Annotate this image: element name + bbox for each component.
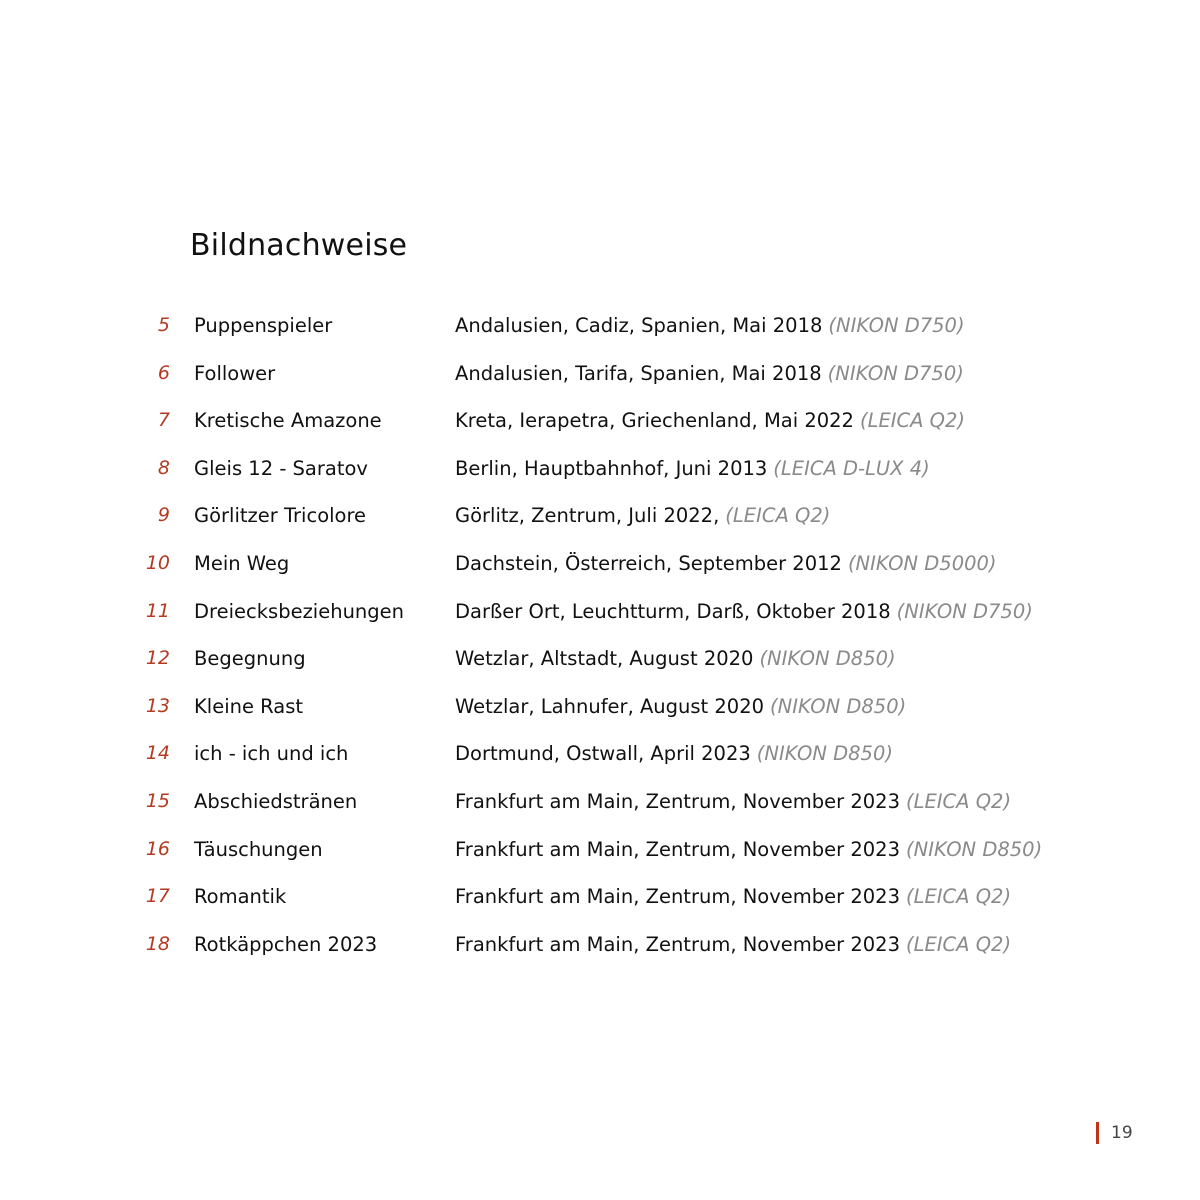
list-item [0, 921, 1200, 969]
list-item [0, 302, 1200, 350]
list-item [0, 397, 1200, 445]
credit-info [455, 730, 893, 778]
list-item [0, 873, 1200, 921]
credits-list [0, 302, 1200, 968]
credit-info [455, 921, 1011, 969]
credit-title: Romantik [194, 885, 287, 909]
credit-location-date: Wetzlar, Lahnufer, August 2020 [455, 694, 765, 718]
credit-title: Mein Weg [194, 551, 290, 575]
credit-location-date: Frankfurt am Main, Zentrum, November 2023 [455, 932, 900, 956]
credit-location-date: Andalusien, Cadiz, Spanien, Mai 2018 [455, 314, 823, 337]
credit-page-number: 15 [145, 789, 170, 812]
credit-page-number: 13 [145, 694, 170, 717]
credit-page-number: 14 [145, 742, 170, 765]
credit-page-number: 9 [157, 504, 170, 527]
list-item [0, 350, 1200, 398]
credit-title: Abschiedstränen [194, 789, 358, 813]
credit-camera: (LEICA Q2) [906, 789, 1012, 813]
credit-location-date: Andalusien, Tarifa, Spanien, Mai 2018 [455, 361, 822, 385]
list-item [0, 540, 1200, 588]
credit-camera: (NIKON D5000) [847, 551, 997, 575]
credit-info [455, 445, 930, 493]
list-item [0, 683, 1200, 731]
credit-info [455, 588, 1033, 636]
credit-title: ich - ich und ich [194, 742, 349, 766]
credit-camera: (LEICA D-LUX 4) [773, 456, 930, 480]
credit-info [455, 350, 964, 398]
list-item [0, 826, 1200, 874]
credit-location-date: Frankfurt am Main, Zentrum, November 2023 [455, 885, 900, 909]
credit-title: Görlitzer Tricolore [194, 504, 367, 528]
credit-camera: (LEICA Q2) [906, 932, 1012, 956]
credit-location-date: Berlin, Hauptbahnhof, Juni 2013 [455, 456, 768, 480]
credit-location-date: Kreta, Ierapetra, Griechenland, Mai 2022 [455, 409, 854, 433]
credit-info [455, 826, 1042, 874]
credit-location-date: Görlitz, Zentrum, Juli 2022, [455, 504, 720, 528]
credit-info [455, 397, 965, 445]
credit-camera: (NIKON D750) [896, 599, 1033, 623]
credit-title: Kretische Amazone [194, 409, 382, 433]
credit-title: Gleis 12 - Saratov [194, 456, 368, 480]
credit-title: Rotkäppchen 2023 [194, 932, 378, 956]
credit-page-number: 18 [145, 932, 170, 955]
credit-info [455, 683, 906, 731]
credit-location-date: Frankfurt am Main, Zentrum, November 2023 [455, 789, 900, 813]
credit-camera: (LEICA Q2) [906, 885, 1012, 909]
credit-camera: (NIKON D750) [827, 361, 964, 385]
page-title: Bildnachweise [190, 228, 408, 263]
credit-location-date: Darßer Ort, Leuchtturm, Darß, Oktober 2018 [455, 599, 891, 623]
credit-info [455, 302, 965, 350]
credit-camera: (LEICA Q2) [859, 409, 966, 433]
credit-title: Kleine Rast [194, 694, 304, 718]
credit-title: Puppenspieler [194, 314, 333, 337]
list-item [0, 635, 1200, 683]
list-item [0, 588, 1200, 636]
credit-page-number: 16 [145, 837, 170, 860]
list-item [0, 445, 1200, 493]
credit-page-number: 11 [145, 599, 170, 622]
credit-location-date: Dortmund, Ostwall, April 2023 [455, 742, 751, 766]
credit-camera: (LEICA Q2) [725, 504, 831, 528]
page-number: 19 [1111, 1123, 1133, 1143]
credit-info [455, 540, 997, 588]
credit-page-number: 7 [157, 409, 170, 432]
credit-location-date: Dachstein, Österreich, September 2012 [455, 551, 842, 575]
credit-title: Dreiecksbeziehungen [194, 599, 405, 623]
credit-info [455, 635, 896, 683]
credit-info [455, 492, 830, 540]
list-item [0, 730, 1200, 778]
list-item [0, 778, 1200, 826]
credit-page-number: 10 [145, 551, 170, 574]
credit-page-number: 17 [145, 885, 170, 908]
credit-page-number: 5 [157, 314, 170, 336]
credit-info [455, 778, 1011, 826]
credit-title: Begegnung [194, 647, 306, 671]
credit-location-date: Wetzlar, Altstadt, August 2020 [455, 647, 754, 671]
footer-accent-bar [1096, 1122, 1099, 1144]
credit-camera: (NIKON D850) [770, 694, 907, 718]
credit-camera: (NIKON D850) [906, 837, 1043, 861]
credit-page-number: 8 [157, 456, 170, 479]
credit-info [455, 873, 1011, 921]
credit-camera: (NIKON D850) [759, 647, 896, 671]
page-footer [1096, 1122, 1133, 1144]
credit-title: Follower [194, 361, 276, 385]
credit-camera: (NIKON D750) [828, 314, 965, 337]
credit-title: Täuschungen [194, 837, 323, 861]
credit-page-number: 6 [157, 361, 170, 384]
credit-page-number: 12 [145, 647, 170, 670]
credit-location-date: Frankfurt am Main, Zentrum, November 2023 [455, 837, 900, 861]
list-item [0, 492, 1200, 540]
credit-camera: (NIKON D850) [756, 742, 893, 766]
